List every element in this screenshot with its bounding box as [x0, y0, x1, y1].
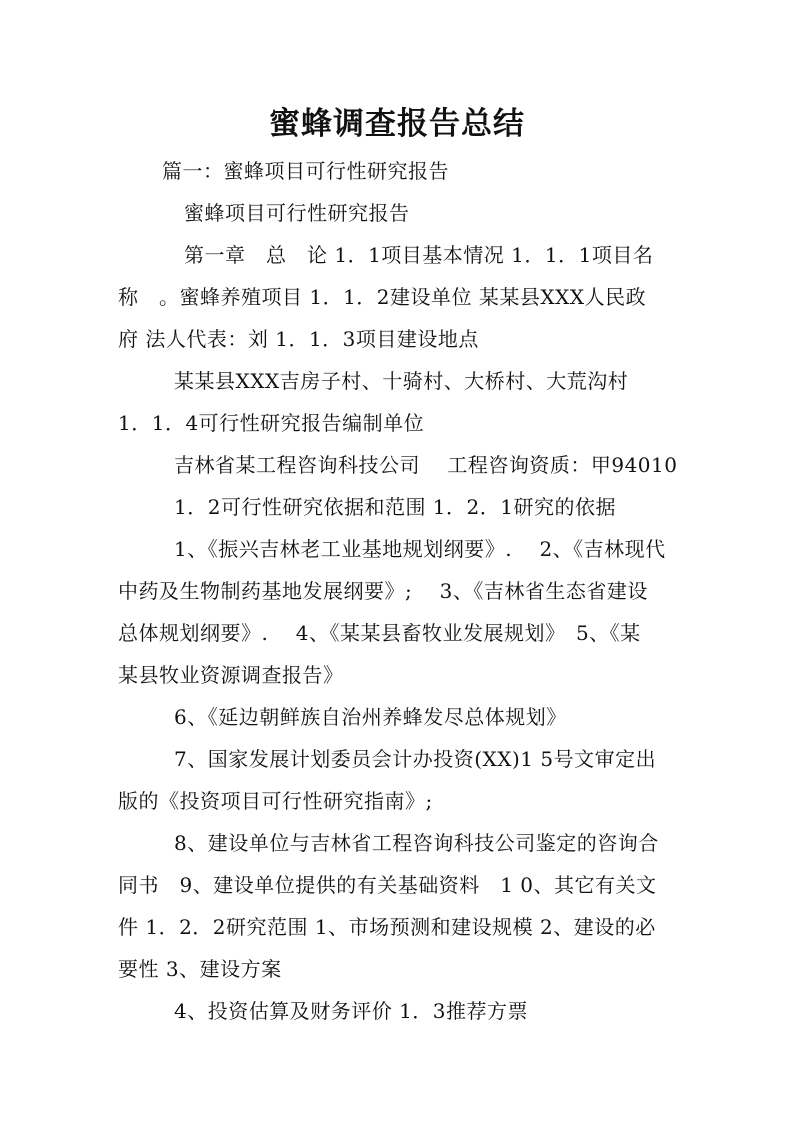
paragraph-line: 件 1．2．2研究范围 1、市场预测和建设规模 2、建设的必: [118, 915, 656, 939]
paragraph-line: 4、投资估算及财务评价 1．3推荐方票: [174, 999, 529, 1023]
paragraph-line: 要性 3、建设方案: [118, 957, 282, 981]
paragraph-line: 6、《延边朝鲜族自治州养蜂发尽总体规划》: [174, 705, 567, 729]
paragraph-line: 1、《振兴吉林老工业基地规划纲要》. 2、《吉林现代: [174, 537, 666, 561]
paragraph-line: 8、建设单位与吉林省工程咨询科技公司鉴定的咨询合: [174, 831, 659, 855]
paragraph-line: 1．2可行性研究依据和范围 1．2．1研究的依据: [174, 495, 616, 519]
paragraph-line: 1．1．4可行性研究报告编制单位: [118, 411, 425, 435]
section-heading: 篇一：蜜蜂项目可行性研究报告: [162, 159, 449, 183]
paragraph-line: 版的《投资项目可行性研究指南》;: [118, 789, 433, 813]
paragraph-line: 第一章 总 论 1．1项目基本情况 1．1．1项目名: [184, 243, 654, 267]
paragraph-line: 称 。蜜蜂养殖项目 1．1．2建设单位 某某县XXX人民政: [118, 285, 647, 309]
paragraph-line: 某县牧业资源调查报告》: [118, 663, 344, 687]
paragraph-line: 总体规划纲要》. 4、《某某县畜牧业发展规划》 5、《某: [118, 621, 641, 645]
paragraph-line: 7、国家发展计划委员会计办投资(XX)1 5号文审定出: [174, 747, 657, 771]
paragraph-line: 某某县XXX吉房子村、十骑村、大桥村、大荒沟村: [174, 369, 629, 393]
report-subtitle: 蜜蜂项目可行性研究报告: [184, 201, 410, 225]
paragraph-line: 吉林省某工程咨询科技公司 工程咨询资质：甲94010: [174, 453, 678, 477]
paragraph-line: 同书 9、建设单位提供的有关基础资料 1 0、其它有关文: [118, 873, 657, 897]
paragraph-line: 中药及生物制药基地发展纲要》; 3、《吉林省生态省建设: [118, 579, 648, 603]
paragraph-line: 府 法人代表：刘 1．1．3项目建设地点: [118, 327, 479, 351]
document-title: 蜜蜂调查报告总结: [269, 106, 525, 142]
